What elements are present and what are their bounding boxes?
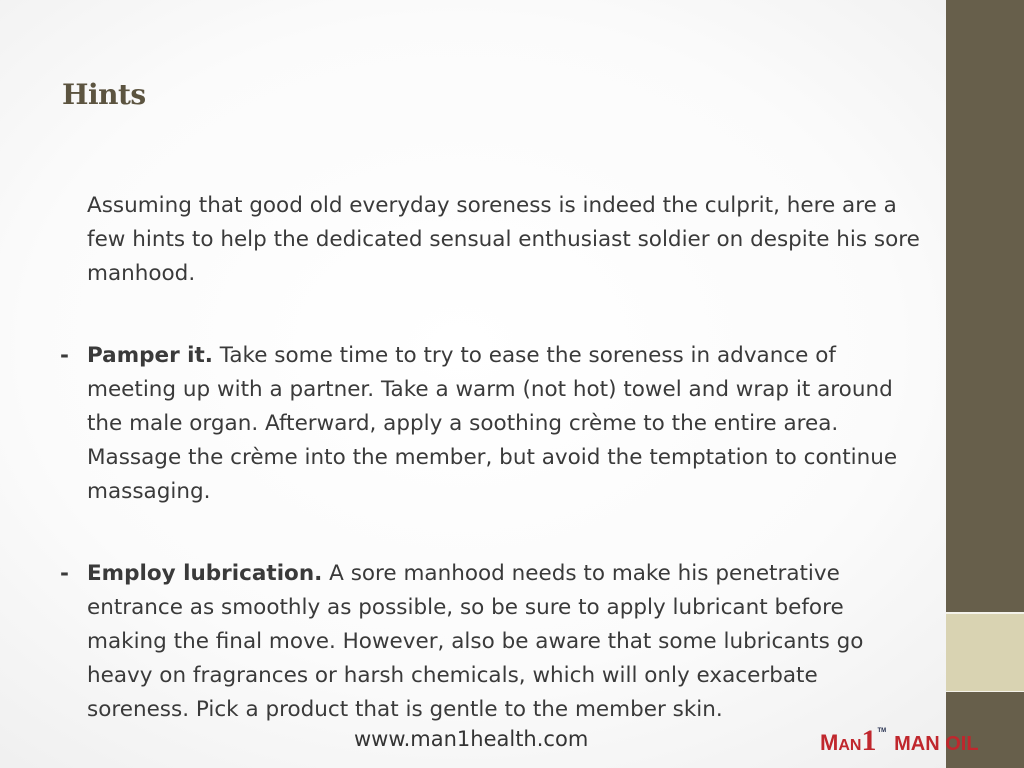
bullet-lead: Employ lubrication. (87, 561, 323, 586)
bullet-text: Take some time to try to ease the soreness in advance of meeting up with a partner. Take a warm (not hot) towel and wrap it around the male organ. Afterward, apply a soothing crème to the entire area. Massage the crème into the member, but avoid the temptation to continue massaging. (87, 343, 898, 504)
sidebar-band-middle (946, 614, 1024, 692)
bullet-lead: Pamper it. (87, 343, 213, 368)
logo-letter-m: M (820, 730, 839, 755)
intro-paragraph: Assuming that good old everyday soreness is indeed the culprit, here are a few hints to help the dedicated sensual enthusiast soldier on despite his sore manhood. (87, 193, 920, 286)
slide-body (60, 189, 920, 768)
footer-website-link[interactable]: www.man1health.com (354, 727, 589, 751)
bullet-lubrication (60, 557, 920, 727)
logo-letters-an: AN (838, 737, 862, 754)
bullet-pamper (60, 339, 920, 509)
bullet-marker: - (60, 343, 69, 368)
logo-man-oil: MAN OIL (894, 733, 979, 755)
logo-numeral-one: 1 (861, 724, 877, 757)
man1-man-oil-logo (820, 724, 979, 758)
bullet-text: A sore manhood needs to make his penetrative entrance as smoothly as possible, so be sure to apply lubricant before making the final move. However, also be aware that some lubricants go heavy on fragrances or harsh chemicals, which will only exacerbate soreness. Pick a product that is gentle to the member skin. (87, 561, 864, 722)
bullet-marker: - (60, 561, 69, 586)
slide-title: Hints (62, 78, 146, 111)
logo-trademark: TM (877, 728, 887, 734)
sidebar-band-top (946, 0, 1024, 614)
